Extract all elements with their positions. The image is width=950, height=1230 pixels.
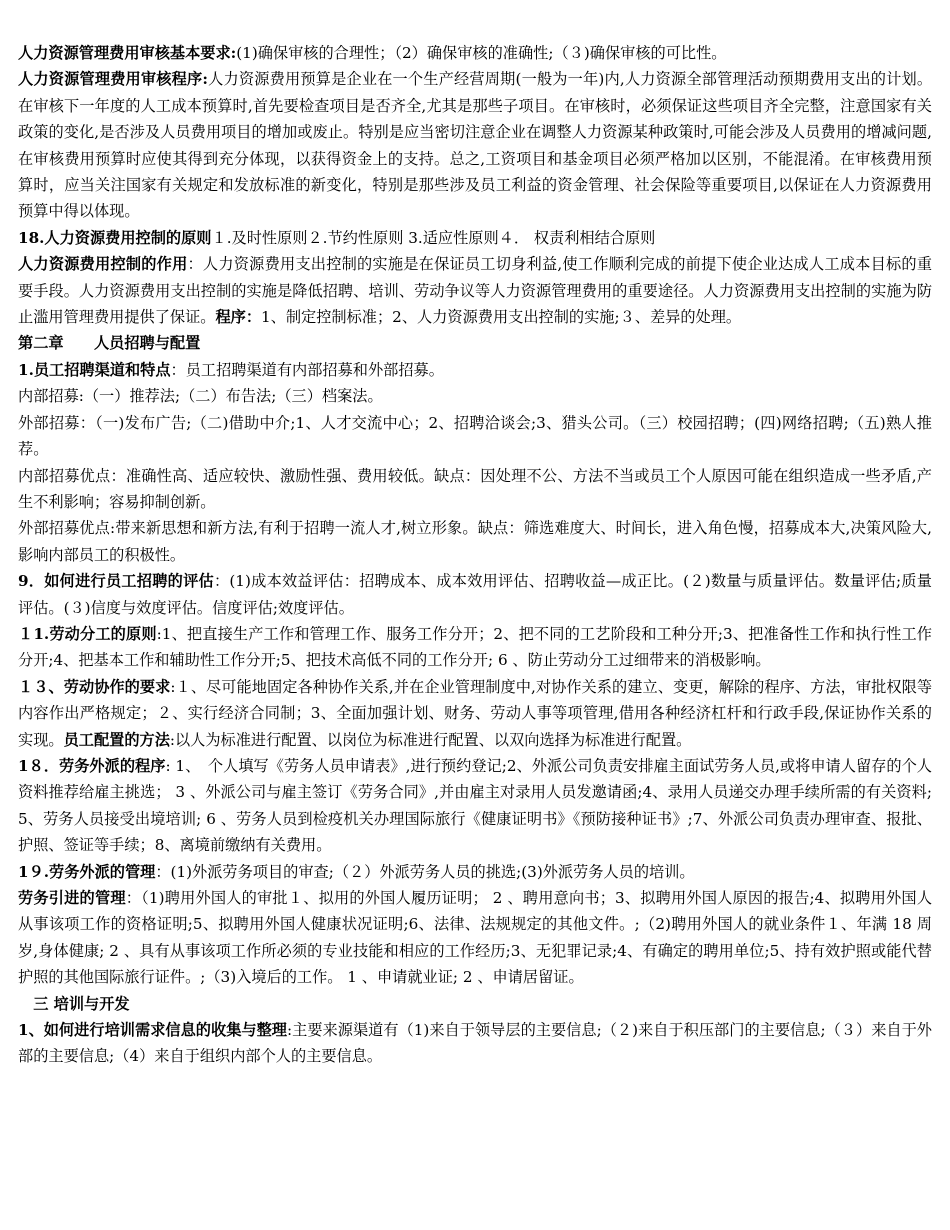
paragraph-internal-recruitment bbox=[18, 383, 932, 409]
chapter-heading-training bbox=[18, 991, 932, 1017]
term-staff-allocation: 员工配置的方法 bbox=[63, 730, 170, 749]
term-cost-control-role: 人力资源费用控制的作用 bbox=[18, 255, 188, 274]
paragraph-division-of-labor bbox=[18, 621, 932, 674]
paragraph-internal-pros-cons bbox=[18, 463, 932, 516]
text-recruitment-channels: ：员工招聘渠道有内部招募和外部招募。 bbox=[170, 360, 444, 379]
term-recruitment-evaluation: 9．如何进行员工招聘的评估 bbox=[18, 572, 214, 591]
text-review-procedure: 人力资源费用预算是企业在一个生产经营周期(一般为一年)内,人力资源全部管理活动预期费用支出的计划。在审核下一年度的人工成本预算时,首先要检查项目是否齐全,尤其是那些子项目。在审核时，必须保证这些项目齐全完整，注意国家有关政策的变化,是否涉及人员费用项目的增加或废止。特别是应当密切注意企业在调整人力资源某种政策时,可能会涉及人员费用的增减问题,在审核费用预算时应使其得到充分体现，以获得资金上的支持。总之,工资项目和基金项目必须严格加以区别，不能混淆。在审核费用预算时，应当关注国家有关规定和发放标准的新变化，特别是那些涉及员工利益的资金管理、社会保险等重要项目,以保证在人力资源费用预算中得以体现。 bbox=[18, 70, 933, 221]
text-recruitment-evaluation: ：(1)成本效益评估：招聘成本、成本效用评估、招聘收益—成正比。(２)数量与质量评估。数量评估;质量评估。(３)信度与效度评估。信度评估;效度评估。 bbox=[18, 572, 932, 617]
text-staff-allocation: :以人为标准进行配置、以岗位为标准进行配置、以双向选择为标准进行配置。 bbox=[169, 730, 692, 749]
text-cost-control-principles: １.及时性原则２.节约性原则 3.适应性原则４． 权责利相结合原则 bbox=[211, 228, 656, 247]
term-recruitment-channels: 1.员工招聘渠道和特点 bbox=[18, 360, 171, 379]
paragraph-training-needs bbox=[18, 1017, 932, 1070]
paragraph-labor-dispatch-procedure bbox=[18, 753, 932, 859]
text-training-needs: :主要来源渠道有（1)来自于领导层的主要信息;（２)来自于积压部门的主要信息;（３）来自于外部的主要信息;（4）来自于组织内部个人的主要信息。 bbox=[18, 1021, 932, 1066]
paragraph-review-procedure bbox=[18, 66, 932, 224]
paragraph-recruitment-channels bbox=[18, 357, 932, 383]
term-review-procedure: 人力资源管理费用审核程序: bbox=[18, 70, 208, 89]
term-procedure: 程序： bbox=[215, 308, 261, 327]
text-labor-dispatch-management: ：(1)外派劳务项目的审查;（２）外派劳务人员的挑选;(3)外派劳务人员的培训。 bbox=[155, 862, 695, 881]
text-procedure: 1、制定控制标准；2、人力资源费用支出控制的实施;３、差异的处理。 bbox=[261, 308, 742, 327]
chapter-title-training: 三 培训与开发 bbox=[18, 994, 130, 1013]
paragraph-cost-control-role bbox=[18, 251, 932, 330]
term-labor-dispatch-management: 1９.劳务外派的管理 bbox=[18, 862, 156, 881]
term-cost-control-principles: 18.人力资源费用控制的原则 bbox=[18, 228, 212, 247]
paragraph-recruitment-evaluation bbox=[18, 568, 932, 621]
term-labor-dispatch-procedure: 1８．劳务外派的程序 bbox=[18, 756, 166, 775]
text-external-recruitment: 外部招募：（一)发布广告;（二)借助中介;1、人才交流中心；2、招聘洽谈会;3、猎头公司。（三）校园招聘；(四)网络招聘;（五)熟人推荐。 bbox=[18, 413, 932, 459]
term-labor-import-management: 劳务引进的管理 bbox=[18, 889, 126, 907]
term-labor-cooperation: １３、劳动协作的要求 bbox=[18, 677, 171, 696]
text-labor-cooperation: :１、尽可能地固定各种协作关系,并在企业管理制度中,对协作关系的建立、变更，解除的程序、方法，审批权限等内容作出严格规定；２、实行经济合同制；3、全面加强计划、财务、劳动人事等项管理,借用各种经济杠杆和行政手段,保证协作关系的实现。 bbox=[18, 677, 933, 749]
paragraph-labor-dispatch-management bbox=[18, 859, 932, 885]
term-training-needs: 1、如何进行培训需求信息的收集与整理 bbox=[18, 1021, 288, 1040]
text-division-of-labor: :1、把直接生产工作和管理工作、服务工作分开；2、把不同的工艺阶段和工种分开;3、把准备性工作和执行性工作分开;4、把基本工作和辅助性工作分开;5、把技术高低不同的工作分开; 6 、防止劳动分工过细带来的消极影响。 bbox=[18, 624, 932, 670]
text-cost-control-role: ：人力资源费用支出控制的实施是在保证员工切身利益,使工作顺利完成的前提下使企业达成人工成本目标的重要手段。人力资源费用支出控制的实施是降低招聘、培训、劳动争议等人力资源管理费用的重要途径。人力资源费用支出控制的实施为防止滥用管理费用提供了保证。 bbox=[18, 255, 933, 327]
text-review-requirements: (1)确保审核的合理性；（2）确保审核的准确性;（３)确保审核的可比性。 bbox=[236, 44, 727, 62]
chapter-heading-recruitment bbox=[18, 330, 932, 356]
text-external-pros-cons: 外部招募优点:带来新思想和新方法,有利于招聘一流人才,树立形象。缺点：筛选难度大、时间长，进入角色慢，招募成本大,决策风险大,影响内部员工的积极性。 bbox=[18, 519, 932, 564]
paragraph-cost-control-principles bbox=[18, 225, 932, 251]
paragraph-external-pros-cons bbox=[18, 515, 932, 568]
term-division-of-labor: １1.劳动分工的原则 bbox=[18, 624, 157, 643]
paragraph-review-requirements bbox=[18, 40, 932, 66]
paragraph-external-recruitment bbox=[18, 410, 932, 463]
paragraph-labor-cooperation bbox=[18, 674, 932, 753]
chapter-title-recruitment: 第二章 人员招聘与配置 bbox=[18, 334, 201, 353]
text-labor-dispatch-procedure: : 1、 个人填写《劳务人员申请表》,进行预约登记;2、外派公司负责安排雇主面试劳务人员,或将申请人留存的个人资料推荐给雇主挑选； 3 、外派公司与雇主签订《劳务合同》,并由雇主对录用人员发邀请函;4、录用人员递交办理手续所需的有关资料;5、劳务人员接受出境培训; 6 、劳务人员到检疫机关办理国际旅行《健康证明书》《预防接种证书》;7、外派公司负责办理审查、报批、护照、签证等手续；8、离境前缴纳有关费用。 bbox=[18, 756, 932, 855]
term-review-requirements: 人力资源管理费用审核基本要求: bbox=[18, 44, 237, 62]
text-internal-pros-cons: 内部招募优点：准确性高、适应较快、激励性强、费用较低。缺点：因处理不公、方法不当或员工个人原因可能在组织造成一些矛盾,产生不利影响；容易抑制创新。 bbox=[18, 466, 932, 511]
text-labor-import-management: ：（1)聘用外国人的审批１、拟用的外国人履历证明； 2 、聘用意向书；3、拟聘用外国人原因的报告;4、拟聘用外国人从事该项工作的资格证明;5、拟聘用外国人健康状况证明;6、法律、法规规定的其他文件。;（2)聘用外国人的就业条件１、年满 18 周岁,身体健康; 2 、具有从事该项工作所必须的专业技能和相应的工作经历;3、无犯罪记录;4、有确定的聘用单位;5、持有效护照或能代替护照的其他国际旅行证件。;（3)入境后的工作。 1 、申请就业证; 2 、申请居留证。 bbox=[18, 889, 933, 987]
text-internal-recruitment: 内部招募:（一）推荐法;（二）布告法;（三）档案法。 bbox=[18, 387, 383, 406]
paragraph-labor-import-management bbox=[18, 885, 932, 991]
